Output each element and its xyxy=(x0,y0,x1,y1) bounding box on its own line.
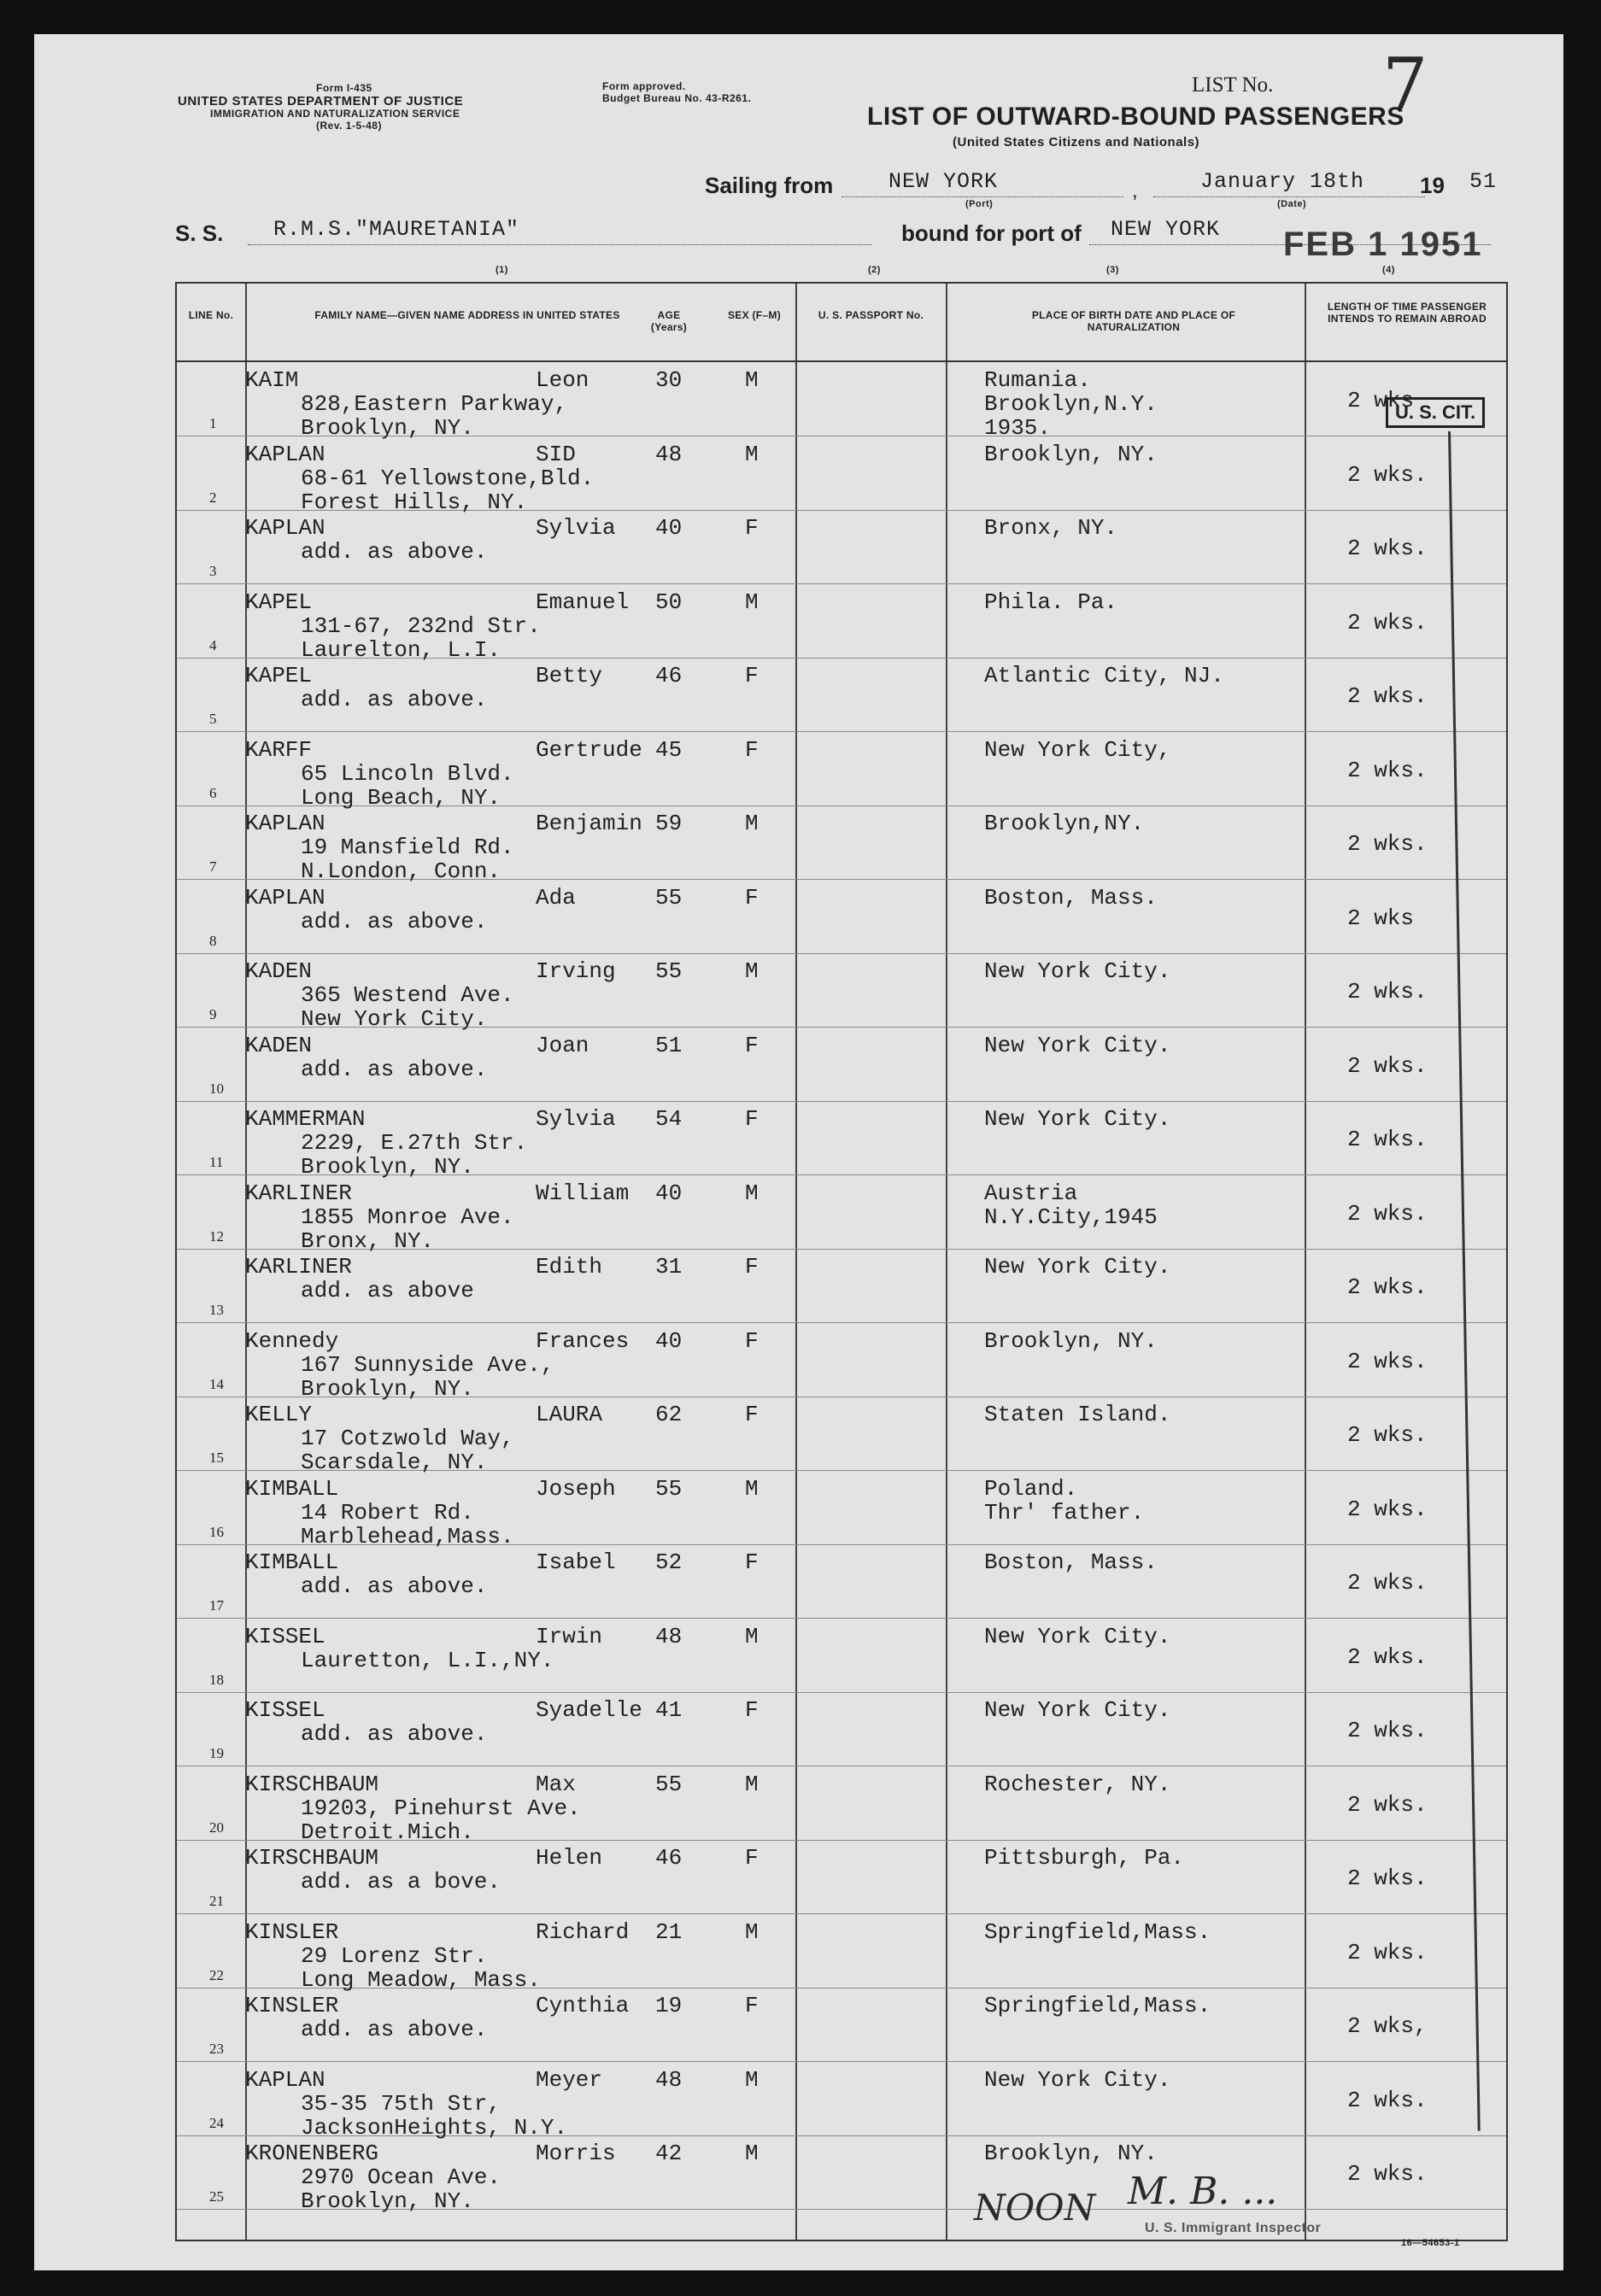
sex: M xyxy=(745,1475,759,1502)
age: 40 xyxy=(655,515,683,541)
line-number: 4 xyxy=(209,636,217,653)
port-value: NEW YORK xyxy=(888,169,999,194)
address-line-1: 131-67, 232nd Str. xyxy=(301,612,541,639)
date-underline xyxy=(1153,196,1425,197)
table-row xyxy=(177,805,1506,884)
col-num-2: (2) xyxy=(868,265,881,275)
given-name: Helen xyxy=(536,1845,603,1871)
birth-place: New York City. xyxy=(984,1254,1171,1280)
length-abroad: 2 wks. xyxy=(1347,831,1428,857)
given-name: Morris xyxy=(536,2141,616,2166)
address-line-1: 19203, Pinehurst Ave. xyxy=(301,1795,581,1821)
sex: M xyxy=(745,589,759,615)
sex: M xyxy=(745,2066,759,2093)
sex: F xyxy=(745,663,759,688)
col-num-4: (4) xyxy=(1382,265,1395,275)
address-line-2: Brooklyn, NY. xyxy=(301,2188,474,2214)
line-number: 11 xyxy=(209,1154,224,1170)
age: 54 xyxy=(655,1106,683,1132)
ss-label: S. S. xyxy=(175,220,224,246)
table-row xyxy=(177,1175,1506,1254)
birth-place: Rochester, NY. xyxy=(984,1771,1171,1797)
given-name: Leon xyxy=(536,367,589,393)
sex: M xyxy=(745,1623,759,1649)
sex: M xyxy=(745,1180,759,1206)
port-underline xyxy=(842,196,1123,197)
footer-code: 16—54653-1 xyxy=(1401,2238,1460,2248)
address-line-1: add. as above. xyxy=(301,1721,488,1747)
length-abroad: 2 wks. xyxy=(1347,757,1428,783)
line-number: 16 xyxy=(209,1523,224,1540)
sex: M xyxy=(745,441,759,467)
table-row xyxy=(177,2135,1506,2214)
length-abroad: 2 wks. xyxy=(1347,609,1428,636)
given-name: Frances xyxy=(536,1327,630,1354)
table-row xyxy=(177,880,1506,954)
document-subtitle: (United States Citizens and Nationals) xyxy=(953,135,1200,149)
length-abroad: 2 wks. xyxy=(1347,1570,1428,1596)
given-name: Meyer xyxy=(536,2066,603,2093)
sailing-from-label: Sailing from xyxy=(705,173,834,198)
family-name: KINSLER xyxy=(245,1918,339,1945)
table-row xyxy=(177,1397,1506,1475)
family-name: KIMBALL xyxy=(245,1475,339,1502)
service: IMMIGRATION AND NATURALIZATION SERVICE xyxy=(210,108,460,120)
age: 45 xyxy=(655,736,683,763)
table-row xyxy=(177,584,1506,663)
line-number: 7 xyxy=(209,858,217,875)
sex: F xyxy=(745,1327,759,1354)
arrival-date-stamp: FEB 1 1951 xyxy=(1283,226,1483,263)
table-row xyxy=(177,436,1506,515)
given-name: Syadelle xyxy=(536,1697,642,1723)
family-name: KAPLAN xyxy=(245,441,325,467)
line-number: 17 xyxy=(209,1597,224,1614)
address-line-1: 29 Lorenz Str. xyxy=(301,1942,488,1969)
passenger-list-document xyxy=(34,34,1563,2270)
address-line-1: 1855 Monroe Ave. xyxy=(301,1204,514,1230)
address-line-2: Detroit.Mich. xyxy=(301,1819,474,1845)
handwritten-noon: NOON xyxy=(974,2187,1096,2229)
line-number: 3 xyxy=(209,563,217,579)
family-name: KADEN xyxy=(245,958,313,984)
address-line-1: add. as above. xyxy=(301,2017,488,2042)
family-name: KIRSCHBAUM xyxy=(245,1845,379,1871)
naturalization-place: N.Y.City,1945 xyxy=(984,1204,1158,1230)
family-name: KRONENBERG xyxy=(245,2141,379,2166)
family-name: KIMBALL xyxy=(245,1549,339,1575)
birth-place: New York City, xyxy=(984,736,1171,763)
length-abroad: 2 wks. xyxy=(1347,1791,1428,1818)
given-name: Betty xyxy=(536,663,603,688)
birth-place: New York City. xyxy=(984,958,1171,984)
length-abroad: 2 wks. xyxy=(1347,2161,1428,2187)
age: 55 xyxy=(655,958,683,984)
col-header-line: LINE No. xyxy=(188,309,234,321)
document-title: LIST OF OUTWARD-BOUND PASSENGERS xyxy=(867,102,1405,131)
table-row xyxy=(177,510,1506,584)
length-abroad: 2 wks. xyxy=(1347,1052,1428,1079)
age: 48 xyxy=(655,441,683,467)
inspector-stamp: U. S. Immigrant Inspector xyxy=(1145,2221,1322,2235)
naturalization-year: 1935. xyxy=(984,415,1052,441)
birth-place: Springfield,Mass. xyxy=(984,1993,1211,2018)
bound-port: NEW YORK xyxy=(1111,217,1221,242)
address-line-1: 65 Lincoln Blvd. xyxy=(301,760,514,787)
table-row xyxy=(177,1028,1506,1102)
address-line-1: add. as a bove. xyxy=(301,1869,501,1895)
inspector-signature: M. B. ... xyxy=(1128,2170,1278,2213)
given-name: Edith xyxy=(536,1254,603,1280)
sex: M xyxy=(745,1771,759,1797)
birth-place: Phila. Pa. xyxy=(984,589,1118,615)
sex: M xyxy=(745,2141,759,2166)
family-name: KAMMERMAN xyxy=(245,1106,366,1132)
birth-place: Springfield,Mass. xyxy=(984,1918,1211,1945)
address-line-1: 2229, E.27th Str. xyxy=(301,1130,528,1156)
sex: F xyxy=(745,736,759,763)
birth-place: New York City. xyxy=(984,1623,1171,1649)
birth-place: Boston, Mass. xyxy=(984,884,1158,911)
age: 50 xyxy=(655,589,683,615)
address-line-2: New York City. xyxy=(301,1006,488,1032)
given-name: Joan xyxy=(536,1032,589,1058)
address-line-1: 68-61 Yellowstone,Bld. xyxy=(301,465,595,491)
birth-place: Brooklyn, NY. xyxy=(984,2141,1158,2166)
length-abroad: 2 wks. xyxy=(1347,1422,1428,1448)
table-row xyxy=(177,1914,1506,1993)
address-line-2: Laurelton, L.I. xyxy=(301,636,501,663)
table-row xyxy=(177,362,1506,441)
sex: F xyxy=(745,1402,759,1427)
line-number: 10 xyxy=(209,1080,224,1097)
length-abroad: 2 wks. xyxy=(1347,1939,1428,1965)
length-abroad: 2 wks, xyxy=(1347,2013,1428,2039)
age: 48 xyxy=(655,2066,683,2093)
age: 40 xyxy=(655,1180,683,1206)
list-number: 7 xyxy=(1382,43,1428,126)
address-line-2: Long Meadow, Mass. xyxy=(301,1966,541,1993)
address-line-1: 14 Robert Rd. xyxy=(301,1499,474,1526)
sex: F xyxy=(745,1106,759,1132)
given-name: Joseph xyxy=(536,1475,616,1502)
address-line-2: Scarsdale, NY. xyxy=(301,1450,488,1475)
birth-place: Staten Island. xyxy=(984,1402,1171,1427)
line-number: 12 xyxy=(209,1227,224,1245)
age: 46 xyxy=(655,663,683,688)
given-name: Irwin xyxy=(536,1623,603,1649)
birth-place: Boston, Mass. xyxy=(984,1549,1158,1575)
form-approved: Form approved. xyxy=(602,80,686,92)
table-row xyxy=(177,1323,1506,1402)
address-line-1: 828,Eastern Parkway, xyxy=(301,391,568,417)
age: 46 xyxy=(655,1845,683,1871)
ship-underline xyxy=(248,244,871,245)
table-row xyxy=(177,1692,1506,1766)
line-number: 22 xyxy=(209,1966,224,1983)
age: 31 xyxy=(655,1254,683,1280)
line-number: 6 xyxy=(209,784,217,801)
birth-place: Brooklyn, NY. xyxy=(984,1327,1158,1354)
sex: F xyxy=(745,1032,759,1058)
family-name: KAPEL xyxy=(245,589,313,615)
birth-place: New York City. xyxy=(984,2066,1171,2093)
line-number: 8 xyxy=(209,932,217,949)
table-row xyxy=(177,1101,1506,1180)
length-abroad: 2 wks. xyxy=(1347,1866,1428,1891)
age: 52 xyxy=(655,1549,683,1575)
col-header-length: LENGTH OF TIME PASSENGER INTENDS TO REMAIN ABROAD xyxy=(1327,301,1487,325)
sex: F xyxy=(745,1845,759,1871)
length-abroad: 2 wks. xyxy=(1347,1718,1428,1743)
age: 21 xyxy=(655,1918,683,1945)
address-line-1: 19 Mansfield Rd. xyxy=(301,835,514,860)
age: 55 xyxy=(655,884,683,911)
given-name: LAURA xyxy=(536,1402,603,1427)
age: 30 xyxy=(655,367,683,393)
given-name: Cynthia xyxy=(536,1993,630,2018)
age: 51 xyxy=(655,1032,683,1058)
sex: M xyxy=(745,811,759,836)
age: 40 xyxy=(655,1327,683,1354)
family-name: KARLINER xyxy=(245,1180,352,1206)
sex: M xyxy=(745,1918,759,1945)
birth-place: Rumania. xyxy=(984,367,1091,393)
age: 59 xyxy=(655,811,683,836)
family-name: KADEN xyxy=(245,1032,313,1058)
address-line-1: add. as above. xyxy=(301,1056,488,1082)
list-no-label: LIST No. xyxy=(1192,73,1274,97)
given-name: Richard xyxy=(536,1918,630,1945)
date-value: January 18th xyxy=(1200,169,1365,194)
family-name: KIRSCHBAUM xyxy=(245,1771,379,1797)
line-number: 5 xyxy=(209,711,217,727)
sex: M xyxy=(745,958,759,984)
address-line-1: add. as above. xyxy=(301,539,488,565)
line-number: 20 xyxy=(209,1819,224,1836)
department: UNITED STATES DEPARTMENT OF JUSTICE xyxy=(178,94,464,108)
sex: F xyxy=(745,1993,759,2018)
length-abroad: 2 wks. xyxy=(1347,461,1428,488)
length-abroad: 2 wks. xyxy=(1347,536,1428,561)
line-number: 15 xyxy=(209,1450,224,1466)
family-name: KAIM xyxy=(245,367,299,393)
sex: F xyxy=(745,1549,759,1575)
line-number: 18 xyxy=(209,1671,224,1688)
address-line-2: Brooklyn, NY. xyxy=(301,415,474,441)
family-name: KISSEL xyxy=(245,1697,325,1723)
family-name: KARFF xyxy=(245,736,313,763)
given-name: Sylvia xyxy=(536,1106,616,1132)
family-name: KELLY xyxy=(245,1402,313,1427)
address-line-2: Forest Hills, NY. xyxy=(301,489,528,515)
birth-place: Atlantic City, NJ. xyxy=(984,663,1224,688)
length-abroad: 2 wks. xyxy=(1347,1274,1428,1300)
address-line-2: Marblehead,Mass. xyxy=(301,1523,514,1549)
birth-place: Pittsburgh, Pa. xyxy=(984,1845,1185,1871)
birth-place: Poland. xyxy=(984,1475,1078,1502)
table-row xyxy=(177,1471,1506,1549)
given-name: Isabel xyxy=(536,1549,616,1575)
col-header-sex: SEX (F–M) xyxy=(727,309,782,321)
line-number: 13 xyxy=(209,1302,224,1318)
address-line-1: Lauretton, L.I.,NY. xyxy=(301,1647,554,1673)
table-row xyxy=(177,1988,1506,2062)
length-abroad: 2 wks. xyxy=(1347,1348,1428,1374)
family-name: KARLINER xyxy=(245,1254,352,1280)
birth-place: Brooklyn,NY. xyxy=(984,811,1145,836)
sex: F xyxy=(745,884,759,911)
year-suffix: 51 xyxy=(1469,169,1498,194)
age: 62 xyxy=(655,1402,683,1427)
address-line-1: add. as above. xyxy=(301,1573,488,1599)
line-number: 24 xyxy=(209,2114,224,2131)
line-number: 21 xyxy=(209,1893,224,1909)
given-name: Emanuel xyxy=(536,589,630,615)
address-line-2: Bronx, NY. xyxy=(301,1227,435,1254)
line-number: 9 xyxy=(209,1006,217,1022)
family-name: KINSLER xyxy=(245,1993,339,2018)
naturalization-place: Brooklyn,N.Y. xyxy=(984,391,1158,417)
family-name: KAPLAN xyxy=(245,811,325,836)
ship-name: R.M.S."MAURETANIA" xyxy=(273,217,520,242)
family-name: KISSEL xyxy=(245,1623,325,1649)
address-line-1: add. as above. xyxy=(301,687,488,712)
birth-place: Austria xyxy=(984,1180,1078,1206)
family-name: KAPLAN xyxy=(245,515,325,541)
naturalization-place: Thr' father. xyxy=(984,1499,1145,1526)
given-name: Benjamin xyxy=(536,811,642,836)
address-line-1: add. as above xyxy=(301,1278,474,1303)
table-row xyxy=(177,1619,1506,1693)
table-row xyxy=(177,953,1506,1032)
age: 55 xyxy=(655,1771,683,1797)
address-line-1: 167 Sunnyside Ave., xyxy=(301,1351,554,1378)
address-line-1: 365 Westend Ave. xyxy=(301,982,514,1008)
length-abroad: 2 wks. xyxy=(1347,979,1428,1004)
birth-place: New York City. xyxy=(984,1032,1171,1058)
port-caption: (Port) xyxy=(965,199,994,209)
given-name: Max xyxy=(536,1771,576,1797)
sex: F xyxy=(745,1697,759,1723)
bound-label: bound for port of xyxy=(901,220,1082,246)
family-name: KAPLAN xyxy=(245,884,325,911)
table-row xyxy=(177,1249,1506,1323)
given-name: William xyxy=(536,1180,630,1206)
birth-place: Brooklyn, NY. xyxy=(984,441,1158,467)
col-header-birth: PLACE OF BIRTH DATE AND PLACE OF NATURALIZATION xyxy=(1031,309,1236,333)
age: 48 xyxy=(655,1623,683,1649)
age: 42 xyxy=(655,2141,683,2166)
given-name: SID xyxy=(536,441,576,467)
address-line-1: 2970 Ocean Ave. xyxy=(301,2164,501,2190)
us-citizen-stamp: U. S. CIT. xyxy=(1386,397,1485,428)
length-abroad: 2 wks xyxy=(1347,905,1415,931)
length-abroad: 2 wks. xyxy=(1347,1643,1428,1670)
col-header-name: FAMILY NAME—GIVEN NAME ADDRESS IN UNITED STATES xyxy=(314,309,620,321)
table-row xyxy=(177,2062,1506,2141)
table-row xyxy=(177,1766,1506,1845)
table-row xyxy=(177,658,1506,732)
family-name: Kennedy xyxy=(245,1327,339,1354)
col-num-3: (3) xyxy=(1106,265,1119,275)
family-name: KAPEL xyxy=(245,663,313,688)
length-abroad: 2 wks. xyxy=(1347,683,1428,709)
age: 55 xyxy=(655,1475,683,1502)
line-number: 14 xyxy=(209,1375,224,1392)
family-name: KAPLAN xyxy=(245,2066,325,2093)
address-line-2: N.London, Conn. xyxy=(301,858,501,884)
comma-mark: , xyxy=(1132,179,1138,202)
date-caption: (Date) xyxy=(1277,199,1307,209)
table-row xyxy=(177,1544,1506,1619)
year-prefix: 19 xyxy=(1420,173,1445,198)
col-header-passport: U. S. PASSPORT No. xyxy=(818,309,924,321)
sex: F xyxy=(745,1254,759,1280)
sex: M xyxy=(745,367,759,393)
passenger-table xyxy=(175,282,1508,2241)
length-abroad: 2 wks. xyxy=(1347,2087,1428,2113)
given-name: Sylvia xyxy=(536,515,616,541)
address-line-1: add. as above. xyxy=(301,908,488,934)
birth-place: New York City. xyxy=(984,1697,1171,1723)
address-line-2: Brooklyn, NY. xyxy=(301,1154,474,1180)
line-number: 1 xyxy=(209,415,217,431)
address-line-1: 35-35 75th Str, xyxy=(301,2090,501,2117)
table-row xyxy=(177,732,1506,811)
line-number: 25 xyxy=(209,2188,224,2205)
length-abroad: 2 wks xyxy=(1347,388,1415,413)
age: 41 xyxy=(655,1697,683,1723)
address-line-2: Brooklyn, NY. xyxy=(301,1375,474,1402)
sex: F xyxy=(745,515,759,541)
revision: (Rev. 1-5-48) xyxy=(316,120,382,132)
given-name: Gertrude xyxy=(536,736,642,763)
age: 19 xyxy=(655,1993,683,2018)
table-row xyxy=(177,1840,1506,1914)
address-line-1: 17 Cotzwold Way, xyxy=(301,1426,514,1451)
given-name: Ada xyxy=(536,884,576,911)
given-name: Irving xyxy=(536,958,616,984)
birth-place: New York City. xyxy=(984,1106,1171,1132)
length-abroad: 2 wks. xyxy=(1347,1200,1428,1227)
address-line-2: Long Beach, NY. xyxy=(301,784,501,811)
line-number: 23 xyxy=(209,2041,224,2057)
address-line-2: JacksonHeights, N.Y. xyxy=(301,2114,568,2141)
form-number: Form I-435 xyxy=(316,82,372,94)
col-header-age: AGE (Years) xyxy=(650,309,688,333)
col-num-1: (1) xyxy=(496,265,508,275)
birth-place: Bronx, NY. xyxy=(984,515,1118,541)
line-number: 2 xyxy=(209,489,217,506)
length-abroad: 2 wks. xyxy=(1347,1496,1428,1522)
length-abroad: 2 wks. xyxy=(1347,1127,1428,1152)
budget-number: Budget Bureau No. 43-R261. xyxy=(602,92,752,104)
line-number: 19 xyxy=(209,1745,224,1761)
